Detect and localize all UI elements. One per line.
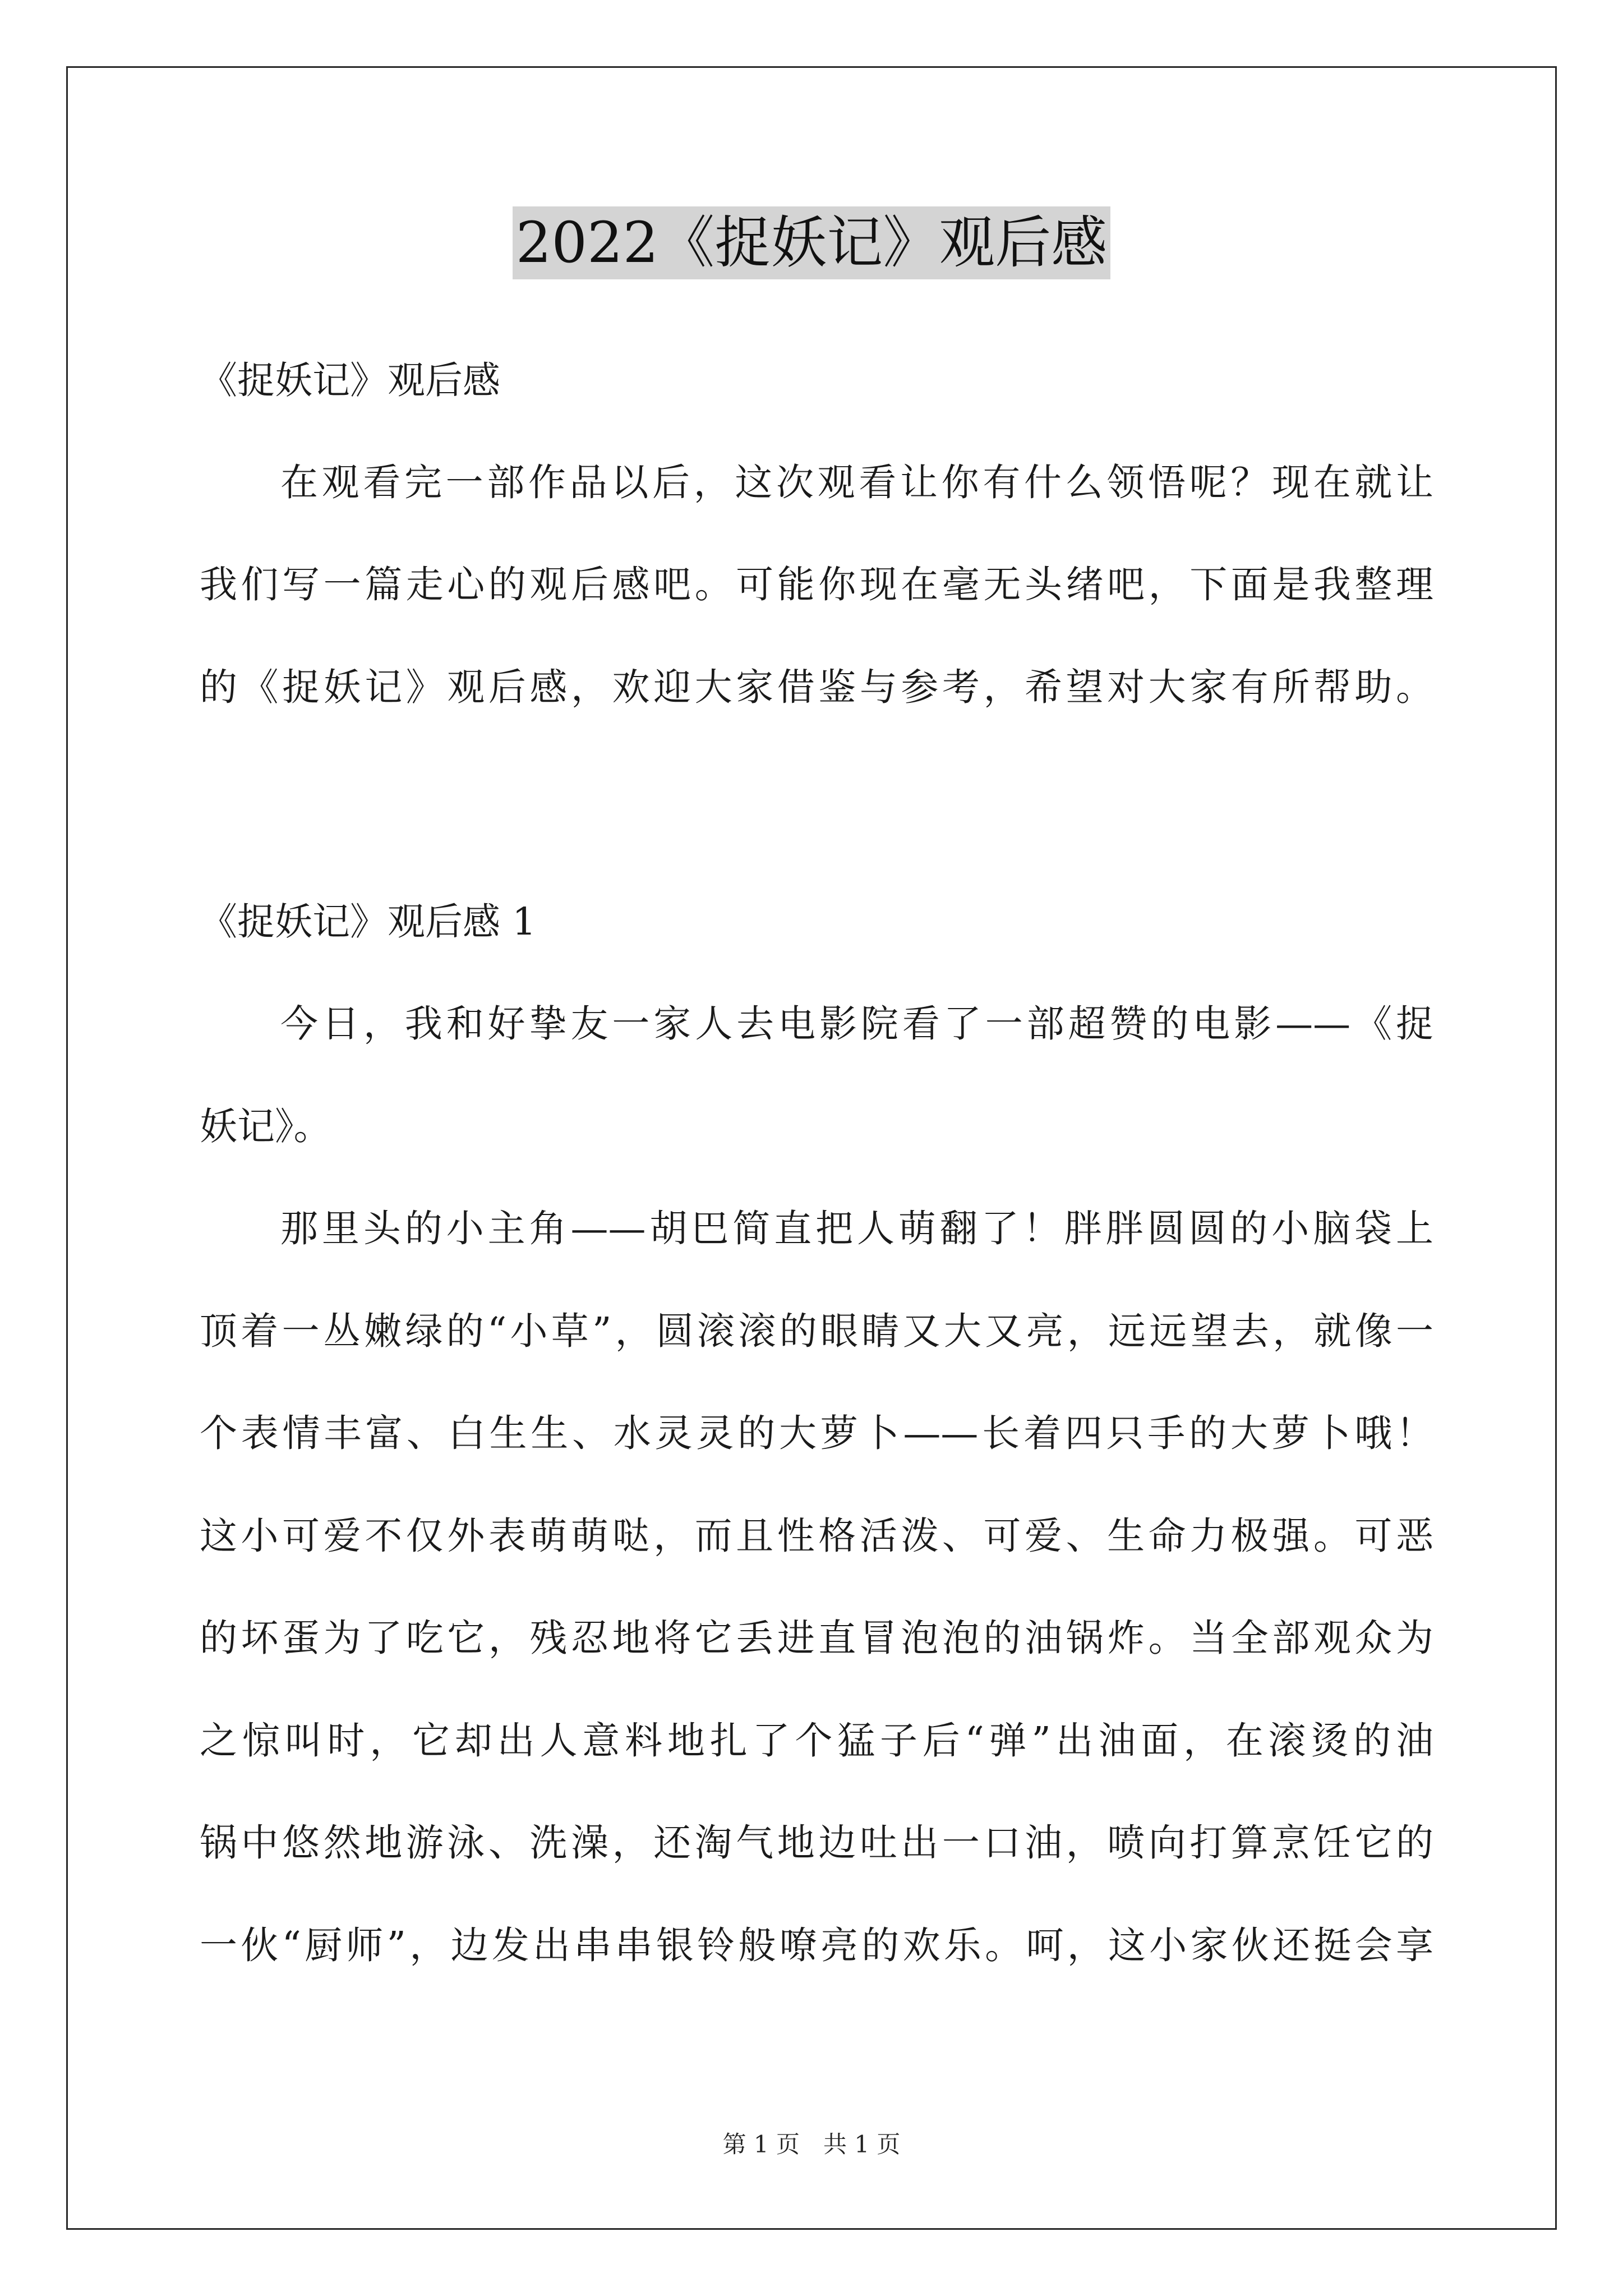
- paragraph-line: 锅中悠然地游泳、洗澡，还淘气地边吐出一口油，喷向打算烹饪它的: [200, 1821, 1433, 1865]
- paragraph-line: 今日，我和好挚友一家人去电影院看了一部超赞的电影——《捉: [280, 1002, 1433, 1046]
- intro-line: 我们写一篇走心的观后感吧。可能你现在毫无头绪吧，下面是我整理: [200, 563, 1433, 606]
- paragraph-line: 之惊叫时，它却出人意料地扎了个猛子后“弹”出油面，在滚烫的油: [200, 1719, 1433, 1763]
- paragraph-line: 那里头的小主角——胡巴简直把人萌翻了！胖胖圆圆的小脑袋上: [280, 1207, 1433, 1250]
- paragraph-line: 一伙“厨师”，边发出串串银铃般嘹亮的欢乐。呵，这小家伙还挺会享: [200, 1924, 1433, 1967]
- intro-line: 在观看完一部作品以后，这次观看让你有什么领悟呢？现在就让: [280, 461, 1433, 504]
- paragraph-line: 个表情丰富、白生生、水灵灵的大萝卜——长着四只手的大萝卜哦！: [200, 1411, 1433, 1455]
- paragraph-line: 顶着一丛嫩绿的“小草”，圆滚滚的眼睛又大又亮，远远望去，就像一: [200, 1309, 1433, 1353]
- paragraph-line: 的坏蛋为了吃它，残忍地将它丢进直冒泡泡的油锅炸。当全部观众为: [200, 1616, 1433, 1660]
- document-title: 2022《捉妖记》观后感: [513, 206, 1111, 279]
- intro-heading: 《捉妖记》观后感: [200, 358, 500, 402]
- intro-line: 的《捉妖记》观后感，欢迎大家借鉴与参考，希望对大家有所帮助。: [200, 665, 1433, 709]
- title-container: [0, 206, 1623, 279]
- section-heading: 《捉妖记》观后感 1: [200, 900, 536, 944]
- page-footer: 第 1 页 共 1 页: [722, 2131, 901, 2158]
- paragraph-line: 妖记》。: [200, 1105, 331, 1148]
- paragraph-line: 这小可爱不仅外表萌萌哒，而且性格活泼、可爱、生命力极强。可恶: [200, 1514, 1433, 1558]
